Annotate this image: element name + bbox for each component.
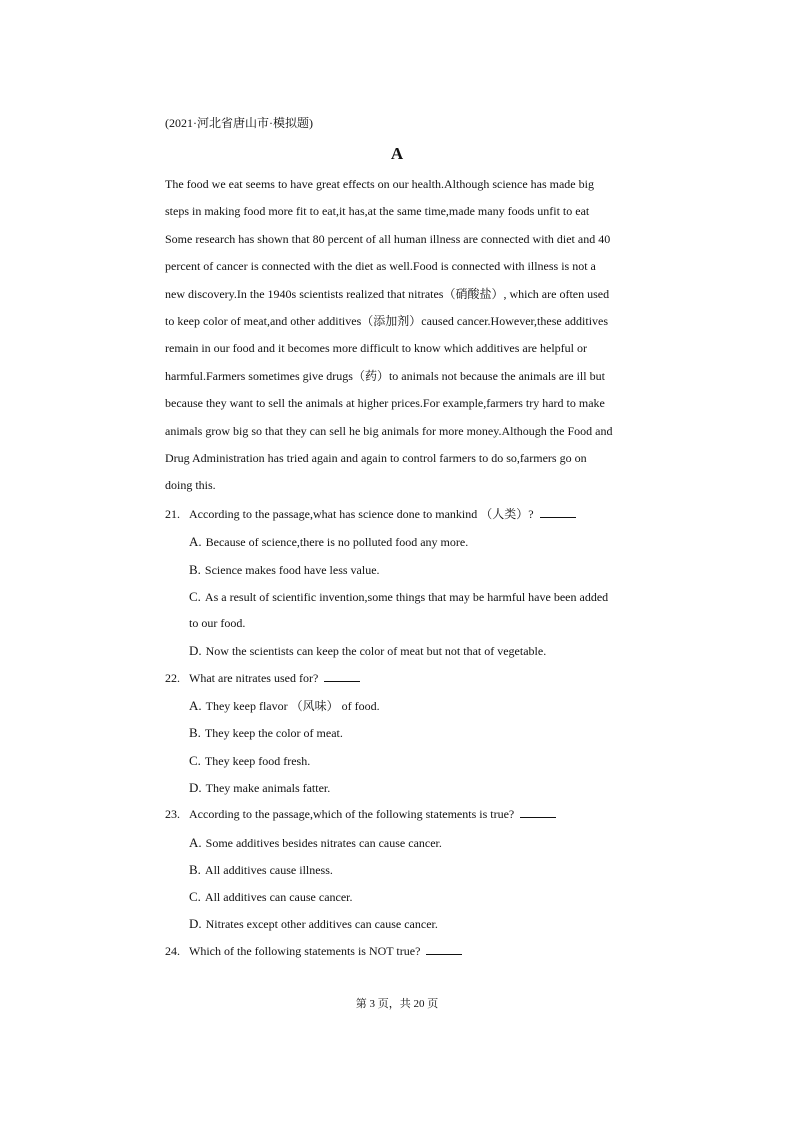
passage-line: because they want to sell the animals at higher prices.For example,farmers try hard to make <box>165 396 605 411</box>
question-text: Which of the following statements is NOT true? <box>189 943 421 958</box>
option-row <box>165 692 635 719</box>
option-text: They keep flavor （风味） of food. <box>205 699 380 714</box>
passage-line: percent of cancer is connected with the diet as well.Food is connected with illness is not a <box>165 259 596 274</box>
passage-title: A <box>390 144 404 163</box>
option-letter: D. <box>189 916 202 932</box>
option-row <box>165 528 635 555</box>
option-row <box>165 883 635 910</box>
option-continuation <box>165 610 635 637</box>
passage-line: to keep color of meat,and other additives（添加剂）caused cancer.However,these additives <box>165 313 609 328</box>
option-letter: B. <box>189 725 201 741</box>
passage-line: steps in making food more fit to eat,it has,at the same time,made many foods unfit to eat <box>165 204 590 219</box>
question-text: What are nitrates used for? <box>189 670 319 685</box>
option-row <box>165 637 635 664</box>
option-letter: C. <box>189 889 201 905</box>
question-number: 23. <box>165 807 180 822</box>
option-letter: C. <box>189 752 201 768</box>
option-row <box>165 829 635 856</box>
question-list <box>165 501 635 965</box>
option-row <box>165 556 635 583</box>
option-letter: A. <box>189 834 202 850</box>
passage-line: new discovery.In the 1940s scientists realized that nitrates（硝酸盐）, which are often used <box>165 286 610 301</box>
question-stem <box>165 801 635 828</box>
passage-line: The food we eat seems to have great effects on our health.Although science has made big <box>165 177 594 191</box>
question-stem <box>165 501 635 528</box>
passage-line: harmful.Farmers sometimes give drugs（药）to animals not because the animals are ill but <box>165 368 605 383</box>
option-text: Because of science,there is no polluted food any more. <box>205 535 469 550</box>
option-text: All additives cause illness. <box>204 862 333 877</box>
option-letter: B. <box>189 561 201 577</box>
option-text: Now the scientists can keep the color of meat but not that of vegetable. <box>205 644 547 659</box>
passage-text <box>165 171 635 500</box>
option-text: Nitrates except other additives can cause cancer. <box>205 917 438 932</box>
option-letter: C. <box>189 588 201 604</box>
option-letter: A. <box>189 698 202 714</box>
answer-blank[interactable] <box>324 671 360 682</box>
answer-blank[interactable] <box>520 807 556 818</box>
option-text: They make animals fatter. <box>205 780 331 795</box>
option-letter: D. <box>189 779 202 795</box>
source-label: (2021·河北省唐山市·模拟题) <box>165 116 313 130</box>
question-text: According to the passage,which of the following statements is true? <box>189 807 515 822</box>
passage-line: Some research has shown that 80 percent of all human illness are connected with diet and 40 <box>165 231 611 246</box>
option-text: Some additives besides nitrates can cause cancer. <box>205 835 442 850</box>
question-number: 24. <box>165 943 180 958</box>
option-row <box>165 910 635 937</box>
option-text: As a result of scientific invention,some things that may be harmful have been added <box>204 589 609 604</box>
option-text: They keep the color of meat. <box>204 726 343 741</box>
question-text: According to the passage,what has science done to mankind （人类）? <box>189 507 534 521</box>
question-stem <box>165 665 635 692</box>
option-text: to our food. <box>189 616 246 631</box>
answer-blank[interactable] <box>426 944 462 955</box>
option-text: All additives can cause cancer. <box>204 890 353 905</box>
option-letter: A. <box>189 534 202 550</box>
question-number: 21. <box>165 507 180 521</box>
option-row <box>165 583 635 610</box>
passage-line: Drug Administration has tried again and again to control farmers to do so,farmers go on <box>165 450 587 465</box>
passage-line: animals grow big so that they can sell he big animals for more money.Although the Food and <box>165 423 613 438</box>
option-row <box>165 747 635 774</box>
answer-blank[interactable] <box>540 507 576 518</box>
option-row <box>165 856 635 883</box>
question-number: 22. <box>165 670 180 685</box>
option-row <box>165 719 635 746</box>
option-letter: D. <box>189 643 202 659</box>
question-stem <box>165 938 635 965</box>
option-text: They keep food fresh. <box>204 753 311 768</box>
option-letter: B. <box>189 861 201 877</box>
option-row <box>165 774 635 801</box>
passage-line: remain in our food and it becomes more difficult to know which additives are helpful or <box>165 341 587 356</box>
page-footer: 第 3 页，共 20 页 <box>355 998 439 1010</box>
passage-line: doing this. <box>165 478 216 493</box>
option-text: Science makes food have less value. <box>204 562 380 577</box>
